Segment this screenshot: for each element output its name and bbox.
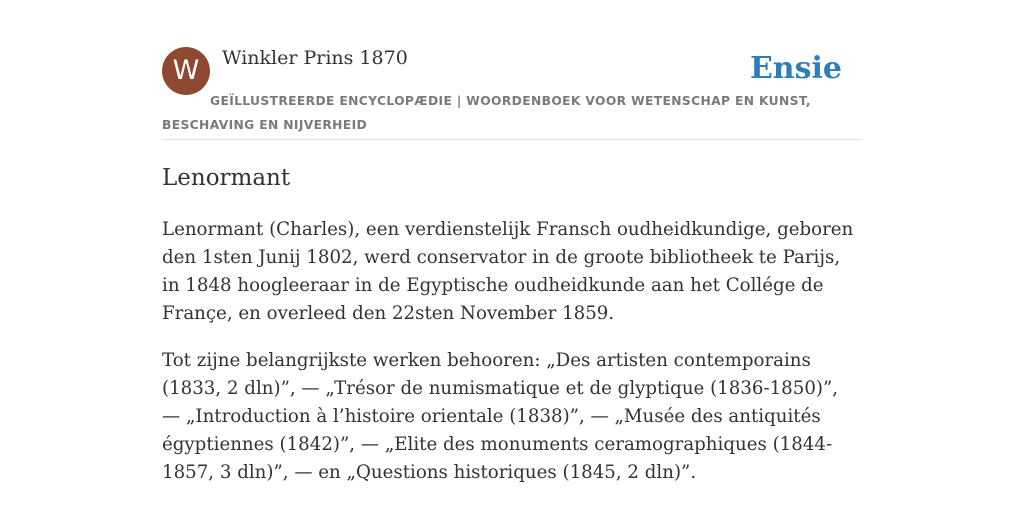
source-subtitle: GEÏLLUSTREERDE ENCYCLOPÆDIE | WOORDENBOEK VOOR WETENSCHAP EN KUNST, BESCHAVING EN NIJVERHEID [162,94,811,132]
article-title: Lenormant [162,165,291,191]
article-paragraph-1: Lenormant (Charles), een verdienstelijk Fransch oudheidkundige, geboren den 1sten Junij 1802, werd conservator in de groote bibliotheek te Parijs, in 1848 hoogleeraar in de Egyptische oudheidkunde aan het Collége de Françe, en overleed den 22sten November 1859. [162,219,854,324]
header-divider [162,139,862,140]
article-paragraph-2: Tot zijne belangrijkste werken behooren: „Des artisten contemporains (1833, 2 dln)”, — „Trésor de numismatique et de glyptique (1836-1850)”, — „Introduction à l’histoire orientale (1838)”, — „Musée des antiquités égyptiennes (1842)”, — „Elite des monuments ceramographiques (1844-1857, 3 dln)”, — en „Questions historiques (1845, 2 dln)”. [162,350,839,483]
brand-logo[interactable]: Ensie [749,51,842,86]
source-avatar[interactable]: W [162,47,210,95]
source-title[interactable]: Winkler Prins 1870 [222,47,408,69]
